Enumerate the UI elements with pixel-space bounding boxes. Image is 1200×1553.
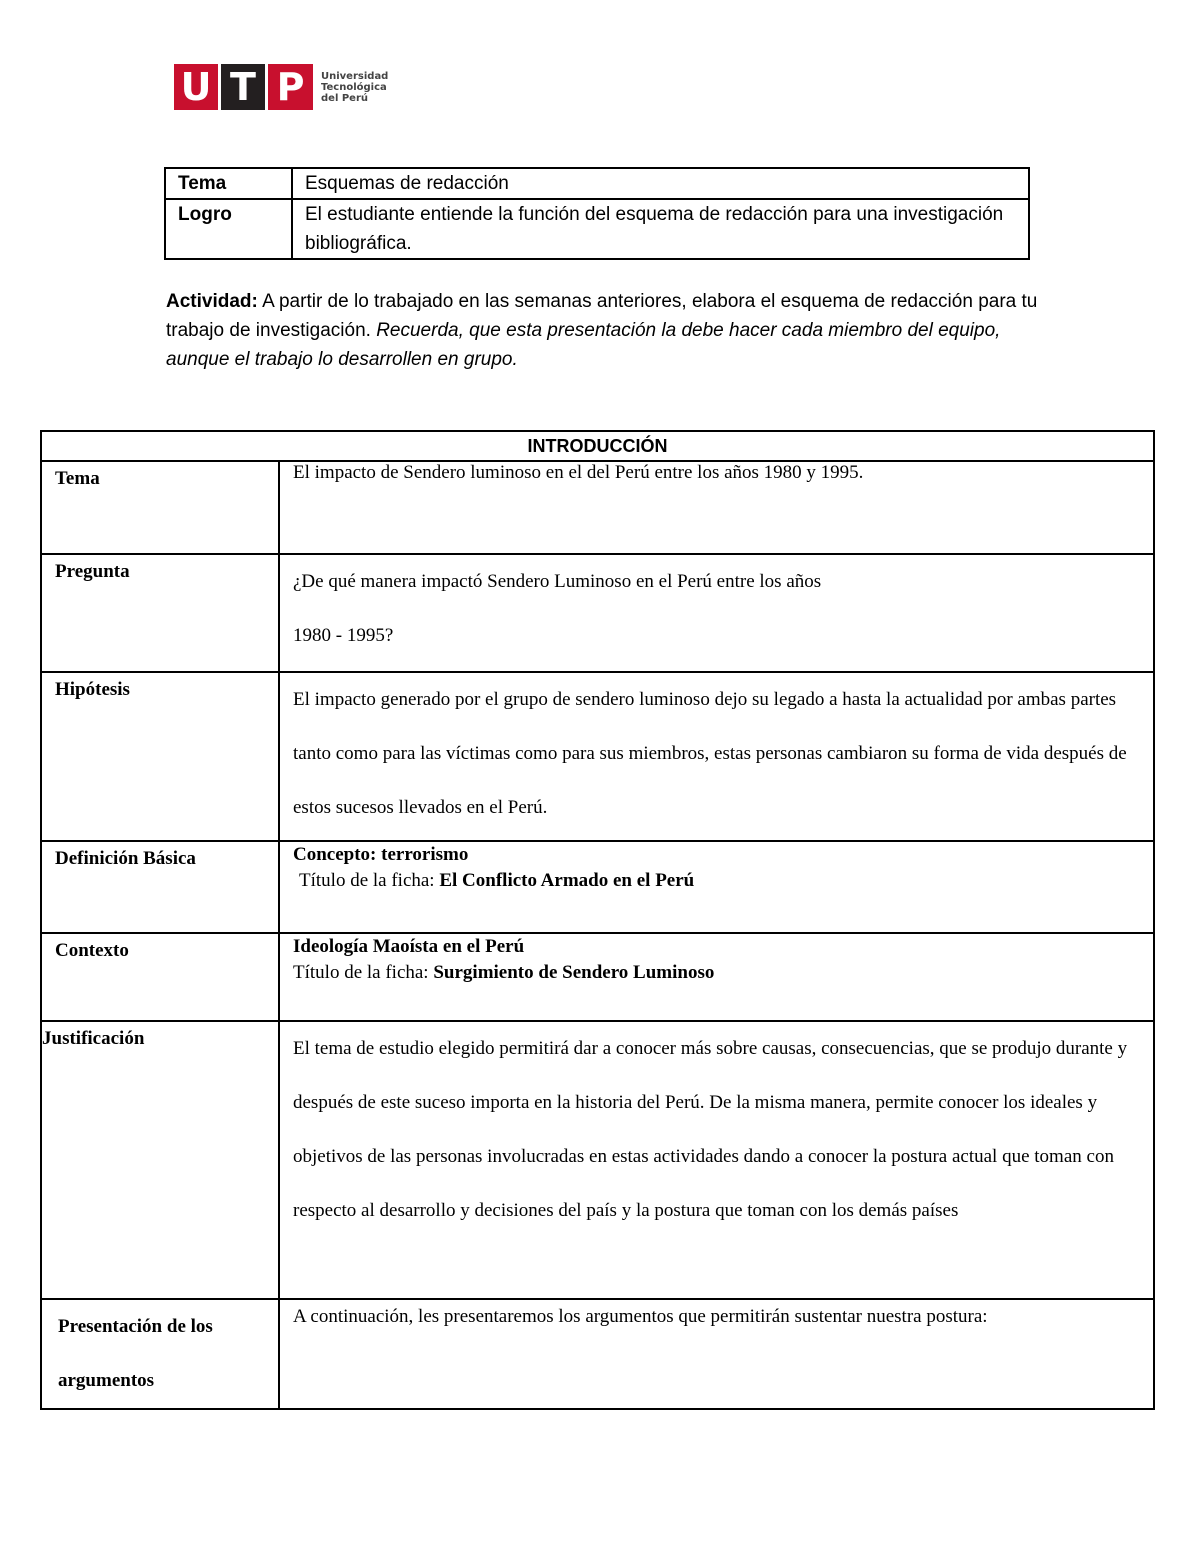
logo-name-line: Tecnológica (321, 81, 387, 93)
logo-name-line: del Perú (321, 92, 369, 104)
pregunta-line-2: 1980 - 1995? (293, 625, 394, 646)
label-justificacion: Justificación (41, 1021, 279, 1299)
value-contexto (279, 933, 1154, 1021)
label-contexto: Contexto (41, 933, 279, 1021)
label-pregunta: Pregunta (41, 554, 279, 672)
contexto-ficha-prefix: Título de la ficha: (293, 962, 434, 983)
header-row-tema (165, 168, 1029, 199)
row-pregunta (41, 554, 1154, 672)
row-tema (41, 461, 1154, 554)
label-tema: Tema (41, 461, 279, 554)
logo-letter-t: T (221, 64, 265, 110)
row-definicion-basica (41, 841, 1154, 933)
header-row-logro (165, 199, 1029, 259)
activity-instructions (166, 287, 1046, 374)
utp-logo (174, 64, 401, 110)
header-label-logro: Logro (165, 199, 292, 259)
contexto-concept: Ideología Maoísta en el Perú (293, 936, 525, 957)
value-definicion-basica (279, 841, 1154, 933)
value-pregunta (279, 554, 1154, 672)
label-definicion-basica: Definición Básica (41, 841, 279, 933)
pregunta-line-1: ¿De qué manera impactó Sendero Luminoso en el Perú entre los años (293, 571, 822, 592)
intro-title: INTRODUCCIÓN (41, 431, 1154, 461)
header-label-tema: Tema (165, 168, 292, 199)
header-table (164, 167, 1030, 260)
value-hipotesis: El impacto generado por el grupo de sendero luminoso dejo su legado a hasta la actualidad por ambas partes tanto como para las víctimas como para sus miembros, estas personas cambiaron su forma de vida después de estos sucesos llevados en el Perú. (279, 672, 1154, 841)
activity-reminder: Recuerda, que esta presentación la debe hacer cada miembro del equipo, aunque el trabajo lo desarrollen en grupo. (166, 320, 1001, 370)
contexto-ficha-title: Surgimiento de Sendero Luminoso (433, 962, 715, 983)
header-value-tema: Esquemas de redacción (292, 168, 1029, 199)
row-justificacion (41, 1021, 1154, 1299)
label-hipotesis: Hipótesis (41, 672, 279, 841)
logo-university-name (321, 71, 401, 104)
introduction-table (40, 430, 1155, 1410)
definicion-ficha (293, 868, 1153, 894)
value-justificacion: El tema de estudio elegido permitirá dar a conocer más sobre causas, consecuencias, que se produjo durante y después de este suceso importa en la historia del Perú. De la misma manera, permite conocer los ideales y objetivos de las personas involucradas en estas actividades dando a conocer la postura actual que toman con respecto al desarrollo y decisiones del país y la postura que toman con los demás países (279, 1021, 1154, 1299)
definicion-ficha-prefix: Título de la ficha: (299, 870, 440, 891)
definicion-concept: Concepto: terrorismo (293, 844, 469, 865)
contexto-ficha (293, 960, 1153, 986)
row-presentacion-argumentos (41, 1299, 1154, 1409)
activity-label: Actividad: (166, 291, 258, 312)
logo-letter-u: U (174, 64, 218, 110)
label-presentacion-argumentos: Presentación de los argumentos (41, 1299, 279, 1409)
header-value-logro: El estudiante entiende la función del esquema de redacción para una investigación bibliográfica. (292, 199, 1029, 259)
row-contexto (41, 933, 1154, 1021)
definicion-ficha-title: El Conflicto Armado en el Perú (439, 870, 695, 891)
logo-letter-p: P (268, 64, 313, 110)
logo-name-line: Universidad (321, 70, 389, 82)
row-hipotesis (41, 672, 1154, 841)
intro-title-row (41, 431, 1154, 461)
value-tema: El impacto de Sendero luminoso en el del Perú entre los años 1980 y 1995. (279, 461, 1154, 554)
activity-text: A partir de lo trabajado en las semanas anteriores, elabora el esquema de redacción para tu trabajo de investigación. (166, 291, 1038, 341)
value-presentacion-argumentos: A continuación, les presentaremos los argumentos que permitirán sustentar nuestra postura: (279, 1299, 1154, 1409)
